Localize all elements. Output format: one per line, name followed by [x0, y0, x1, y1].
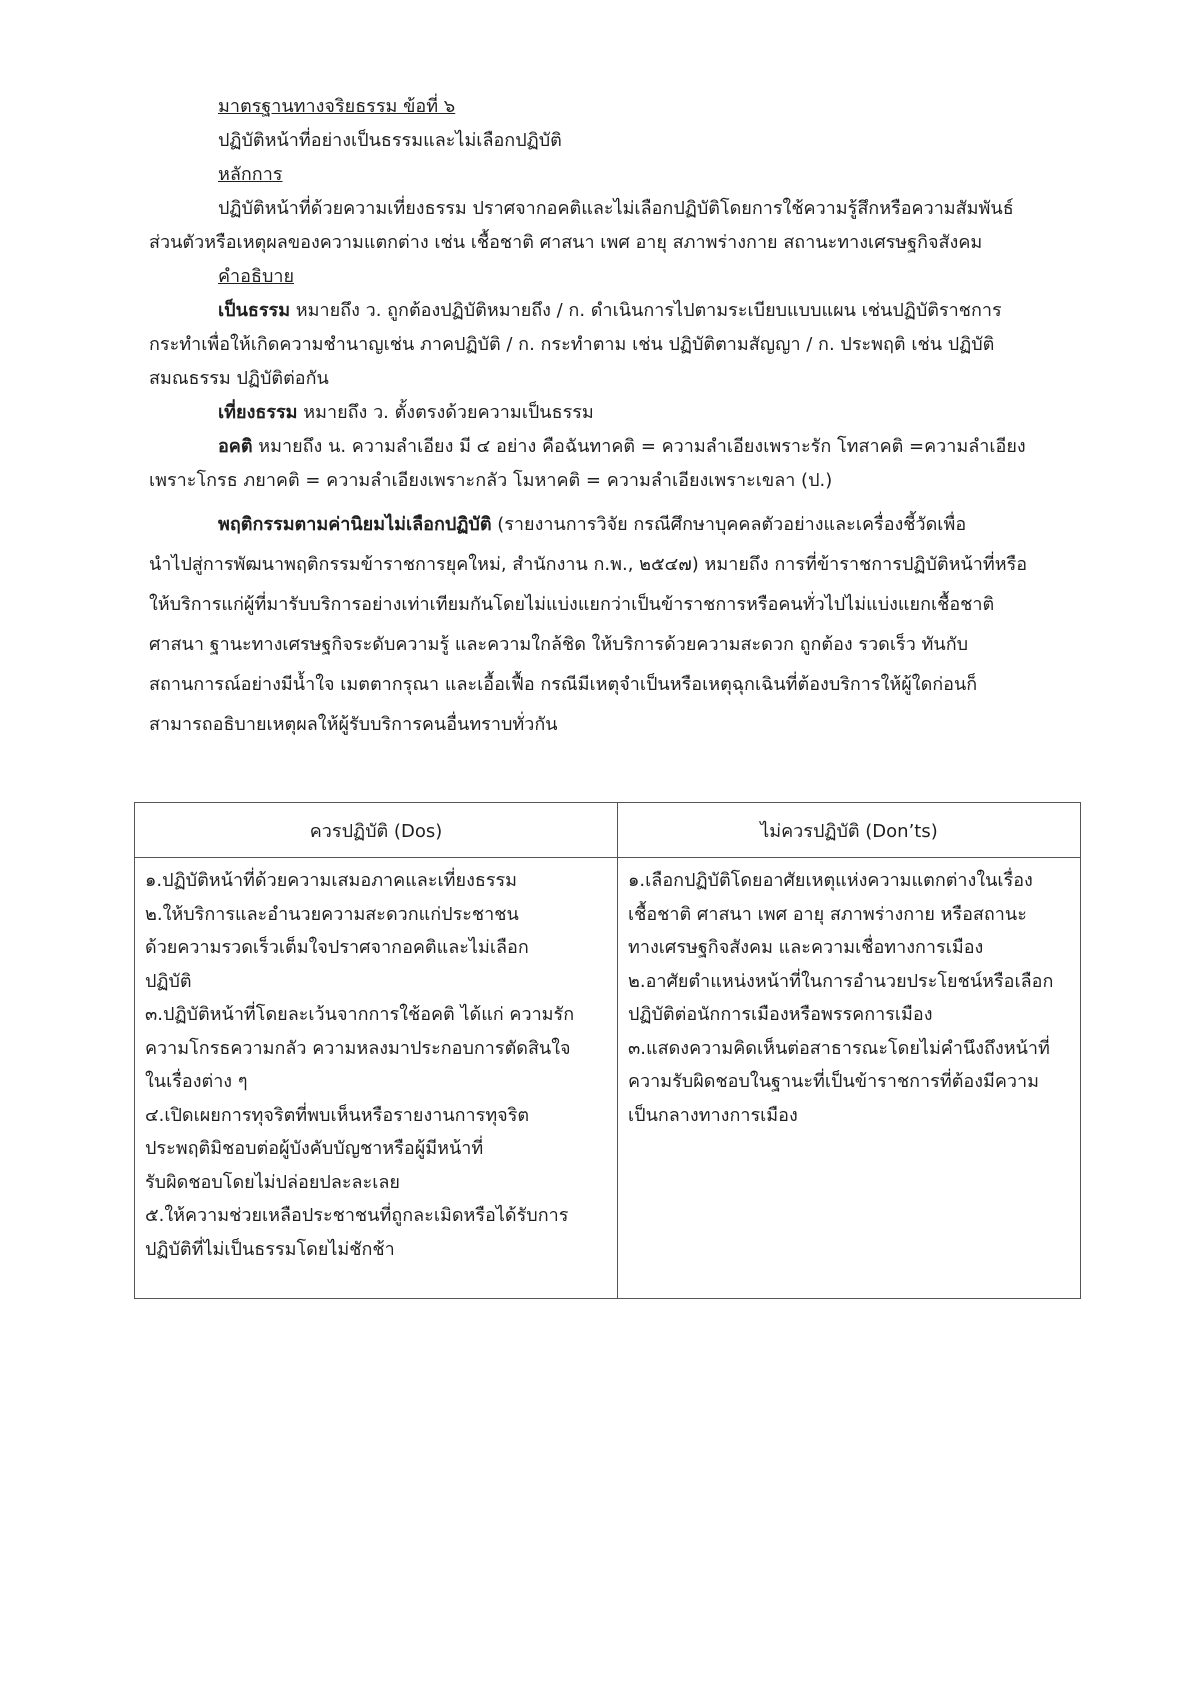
principle-line: ส่วนตัวหรือเหตุผลของความแตกต่าง เช่น เชื้อชาติ ศาสนา เพศ อายุ สภาพร่างกาย สถานะทางเศรษฐกิจสังคม [149, 232, 983, 253]
standard-heading: มาตรฐานทางจริยธรรม ข้อที่ ๖ [218, 96, 456, 117]
dos-line: ด้วยความรวดเร็วเต็มใจปราศจากอคติและไม่เลือก [145, 937, 529, 958]
dos-line: ปฏิบัติที่ไม่เป็นธรรมโดยไม่ชักช้า [145, 1238, 395, 1260]
dos-cell [135, 858, 618, 1299]
bias-definition-line: เพราะโกรธ ภยาคติ = ความลำเอียงเพราะกลัว โมหาคติ = ความลำเอียงเพราะเขลา (ป.) [149, 470, 833, 491]
donts-line: ๓.แสดงความคิดเห็นต่อสาธารณะโดยไม่คำนึงถึงหน้าที่ [628, 1037, 1050, 1059]
dos-line: ๓.ปฏิบัติหน้าที่โดยละเว้นจากการใช้อคติ ได้แก่ ความรัก [145, 1004, 575, 1025]
donts-line: เชื้อชาติ ศาสนา เพศ อายุ สภาพร่างกาย หรือสถานะ [628, 903, 1027, 925]
table-header-row [135, 803, 1081, 858]
dos-donts-table [134, 802, 1081, 1299]
donts-line: ความรับผิดชอบในฐานะที่เป็นข้าราชการที่ต้องมีความ [628, 1071, 1039, 1092]
fair-definition-line: สมณธรรม ปฏิบัติต่อกัน [149, 368, 329, 389]
dos-line: ๒.ให้บริการและอำนวยความสะดวกแก่ประชาชน [145, 903, 519, 925]
donts-line: ปฏิบัติต่อนักการเมืองหรือพรรคการเมือง [628, 1004, 933, 1025]
dos-line: ความโกรธความกลัว ความหลงมาประกอบการตัดสินใจ [145, 1037, 571, 1059]
fair-definition-text: หมายถึง ว. ถูกต้องปฏิบัติหมายถึง / ก. ดำเนินการไปตามระเบียบแบบแผน เช่นปฏิบัติราชการ [290, 300, 1002, 321]
fair-term: เป็นธรรม [218, 300, 291, 321]
standard-title: ปฏิบัติหน้าที่อย่างเป็นธรรมและไม่เลือกปฏิบัติ [218, 130, 562, 151]
principle-line: ปฏิบัติหน้าที่ด้วยความเที่ยงธรรม ปราศจากอคติและไม่เลือกปฏิบัติโดยการใช้ความรู้สึกหรือความสัมพันธ์ [218, 198, 1014, 219]
justice-definition-text: หมายถึง ว. ตั้งตรงด้วยความเป็นธรรม [297, 402, 594, 423]
behavior-definition-line: สถานการณ์อย่างมีน้ำใจ เมตตากรุณา และเอื้อเฟื้อ กรณีมีเหตุจำเป็นหรือเหตุฉุกเฉินที่ต้องบริการให้ผู้ใดก่อนก็ [149, 674, 978, 695]
behavior-term: พฤติกรรมตามค่านิยมไม่เลือกปฏิบัติ [218, 514, 492, 535]
explanation-label: คำอธิบาย [218, 266, 295, 287]
principle-label: หลักการ [218, 164, 283, 185]
justice-definition [218, 400, 594, 426]
behavior-definition [218, 512, 966, 538]
fair-definition [218, 298, 1002, 324]
behavior-definition-line: ให้บริการแก่ผู้ที่มารับบริการอย่างเท่าเทียมกันโดยไม่แบ่งแยกว่าเป็นข้าราชการหรือคนทั่วไปไม่แบ่งแยกเชื้อชาติ [149, 594, 995, 615]
bias-term: อคติ [218, 436, 253, 457]
bias-definition [218, 434, 1026, 460]
justice-term: เที่ยงธรรม [218, 402, 298, 423]
donts-cell [618, 858, 1081, 1299]
donts-line: เป็นกลางทางการเมือง [628, 1104, 798, 1126]
table-body-row [135, 858, 1081, 1299]
behavior-definition-line: ศาสนา ฐานะทางเศรษฐกิจระดับความรู้ และความใกล้ชิด ให้บริการด้วยความสะดวก ถูกต้อง รวดเร็ว ทันกับ [149, 634, 969, 655]
behavior-definition-line: นำไปสู่การพัฒนาพฤติกรรมข้าราชการยุคใหม่, สำนักงาน ก.พ., ๒๕๔๗) หมายถึง การที่ข้าราชการปฏิบัติหน้าที่หรือ [149, 554, 1028, 575]
dos-line: ๑.ปฏิบัติหน้าที่ด้วยความเสมอภาคและเที่ยงธรรม [145, 870, 518, 891]
dos-line: ปฏิบัติ [145, 970, 192, 992]
donts-line: ๑.เลือกปฏิบัติโดยอาศัยเหตุแห่งความแตกต่างในเรื่อง [628, 870, 1033, 891]
dos-line: ในเรื่องต่าง ๆ [145, 1071, 248, 1092]
behavior-definition-text: (รายงานการวิจัย กรณีศึกษาบุคคลตัวอย่างและเครื่องชี้วัดเพื่อ [491, 514, 967, 535]
dos-header: ควรปฏิบัติ (Dos) [135, 803, 618, 858]
donts-line: ทางเศรษฐกิจสังคม และความเชื่อทางการเมือง [628, 937, 984, 958]
fair-definition-line: กระทำเพื่อให้เกิดความชำนาญเช่น ภาคปฏิบัติ / ก. กระทำตาม เช่น ปฏิบัติตามสัญญา / ก. ประพฤติ เช่น ปฏิบัติ [149, 334, 995, 355]
dos-line: รับผิดชอบโดยไม่ปล่อยปละละเลย [145, 1171, 400, 1193]
dos-line: ประพฤติมิชอบต่อผู้บังคับบัญชาหรือผู้มีหน้าที่ [145, 1138, 484, 1159]
donts-line: ๒.อาศัยตำแหน่งหน้าที่ในการอำนวยประโยชน์หรือเลือก [628, 970, 1054, 992]
donts-header: ไม่ควรปฏิบัติ (Don’ts) [618, 803, 1081, 858]
dos-line: ๕.ให้ความช่วยเหลือประชาชนที่ถูกละเมิดหรือได้รับการ [145, 1205, 569, 1226]
dos-line: ๔.เปิดเผยการทุจริตที่พบเห็นหรือรายงานการทุจริต [145, 1104, 530, 1126]
behavior-definition-line: สามารถอธิบายเหตุผลให้ผู้รับบริการคนอื่นทราบทั่วกัน [149, 714, 558, 735]
bias-definition-text: หมายถึง น. ความลำเอียง มี ๔ อย่าง คือฉันทาคติ = ความลำเอียงเพราะรัก โทสาคติ =ความลำเอียง [252, 436, 1026, 457]
